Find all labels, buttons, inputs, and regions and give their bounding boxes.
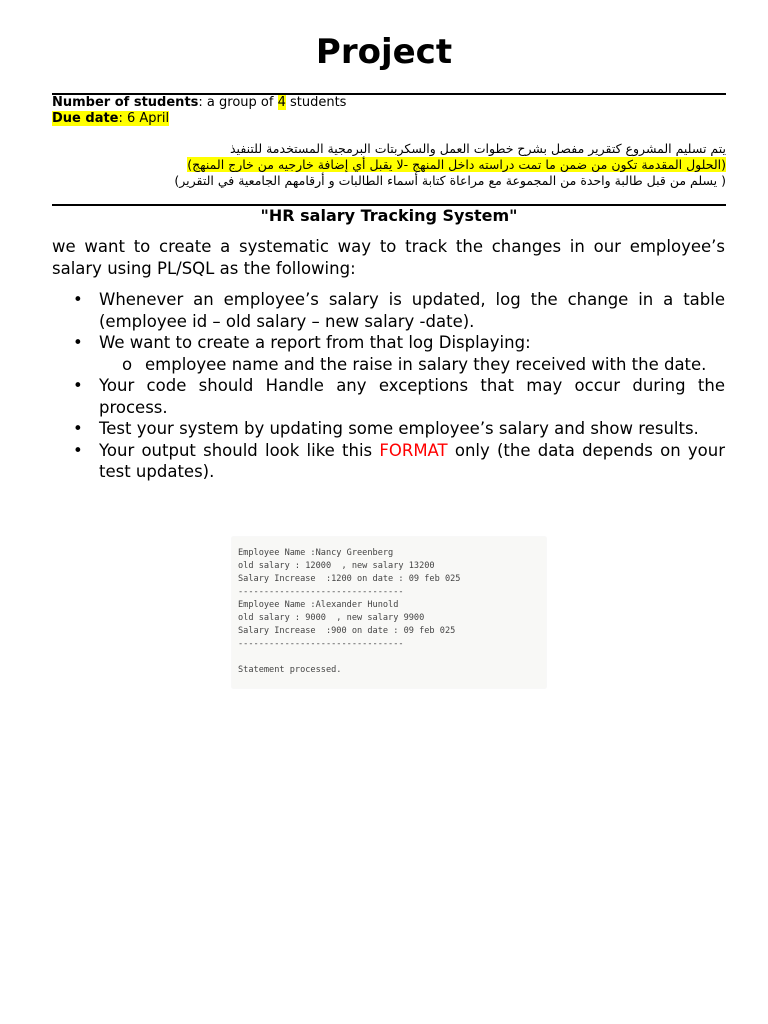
students-text-a: : a group of: [198, 95, 278, 110]
due-date-line: [52, 111, 169, 127]
list-item: [52, 375, 725, 418]
system-title: "HR salary Tracking System": [260, 206, 518, 225]
bullet-icon: •: [73, 419, 83, 438]
bullet-icon: •: [73, 290, 83, 309]
arabic-instruction-3: ( يسلم من قبل طالبة واحدة من المجموعة مع مراعاة كتابة أسماء الطالبات و أرقامهم الجامعية في التقرير): [174, 173, 726, 188]
list-item: [52, 289, 725, 332]
item-text: We want to create a report from that log Displaying:: [99, 333, 531, 352]
students-label: Number of students: [52, 95, 199, 110]
item-text: Your code should Handle any exceptions that may occur during the process.: [99, 376, 725, 417]
intro-paragraph: we want to create a systematic way to track the changes in our employee’s salary using PL/SQL as the following:: [52, 237, 725, 278]
output-sample-text: Employee Name :Nancy Greenberg old salary : 12000 , new salary 13200 Salary Increase :1200 on date : 09 feb 025 -------------------------------- Employee Name :Alexander Hunold old salary : 9000 , new salary 9900 Salary Increase :900 on date : 09 feb 025 -------------------------------- Statement processed.: [238, 548, 461, 675]
circle-bullet-icon: o: [122, 354, 133, 374]
item-text: Test your system by updating some employee’s salary and show results.: [99, 419, 699, 438]
arabic-instruction-1: يتم تسليم المشروع كتقرير مفصل بشرح خطوات العمل والسكربتات البرمجية المستخدمة للتنفيذ: [229, 141, 726, 156]
format-keyword: FORMAT: [379, 440, 448, 460]
list-item: [52, 440, 725, 483]
sub-list-item: [52, 354, 725, 376]
list-item: [52, 418, 725, 440]
arabic-instruction-2-text: (الحلول المقدمة تكون من ضمن ما تمت دراسته داخل المنهج -لا يقبل أي إضافة خارجيه من خارج المنهج): [187, 157, 726, 172]
page-title: Project: [315, 32, 453, 72]
item-text-a: Your output should look like this: [99, 440, 380, 460]
requirements-list: [52, 289, 725, 483]
students-text-b: students: [285, 95, 347, 110]
sub-item-text: employee name and the raise in salary they received with the date.: [145, 354, 707, 374]
list-item: [52, 332, 725, 354]
item-text-b: only (the data depends on your test updates).: [99, 440, 725, 481]
students-count: 4: [277, 95, 286, 110]
students-line: [52, 95, 346, 111]
arabic-instruction-2: [52, 157, 726, 173]
due-text: : 6 April: [118, 111, 170, 126]
due-label: Due date: [52, 111, 119, 126]
output-screenshot: [232, 537, 546, 688]
bullet-icon: •: [73, 333, 83, 352]
item-text: Whenever an employee’s salary is updated, log the change in a table (employee id – old salary – new salary -date).: [99, 290, 725, 331]
bullet-icon: •: [73, 376, 83, 395]
bullet-icon: •: [73, 440, 83, 460]
